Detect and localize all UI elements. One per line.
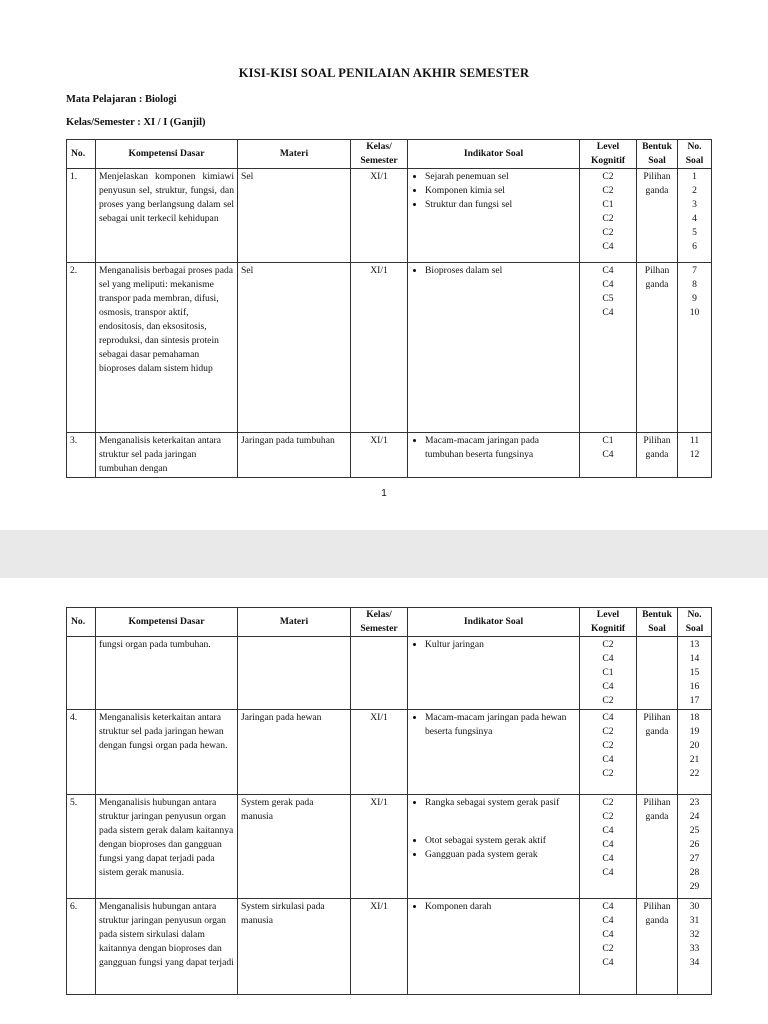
level-value: C4 (602, 241, 614, 252)
level-value: C4 (602, 853, 614, 864)
nomor-soal-value: 30 (689, 901, 700, 912)
nomor-soal-value: 7 (692, 265, 697, 276)
nomor-soal-value: 28 (689, 867, 700, 878)
nomor-soal-value: 12 (689, 449, 700, 460)
nomor-soal-value: 14 (689, 653, 700, 664)
header-bentuk-line2: Soal (648, 623, 666, 634)
bentuk-soal-cell: Pilihan ganda (637, 433, 678, 478)
bentuk-soal-cell: Pilihan ganda (637, 899, 678, 995)
level-value: C4 (602, 915, 614, 926)
nomor-soal-value: 8 (692, 279, 697, 290)
row-number: 6. (67, 899, 96, 995)
kompetensi-dasar-cell: Menganalisis berbagai proses pada sel yang meliputi: mekanisme transpor pada membran, difusi, osmosis, transpor aktif, endositosis, dan eksositosis, reproduksi, dan sintesis protein sebagai dasar pemahaman bioproses dalam sistem hidup (96, 263, 238, 433)
header-no-soal (678, 140, 712, 169)
nomor-soal-cell (678, 899, 712, 995)
nomor-soal-value: 20 (689, 740, 700, 751)
header-bentuk-line1: Bentuk (642, 141, 672, 152)
table-row (67, 795, 712, 899)
header-kelas-line2: Semester (360, 155, 398, 166)
nomor-soal-cell (678, 710, 712, 795)
kelas-semester-cell: XI/1 (351, 899, 408, 995)
level-value: C4 (602, 825, 614, 836)
kelas-semester-cell (351, 637, 408, 710)
table-row (67, 710, 712, 795)
indikator-list (411, 796, 576, 862)
table-row (67, 169, 712, 263)
kisi-kisi-table-page-2 (66, 607, 712, 995)
nomor-soal-value: 29 (689, 881, 700, 892)
nomor-soal-value: 32 (689, 929, 700, 940)
level-value: C4 (602, 867, 614, 878)
materi-cell (238, 637, 351, 710)
header-level-line2: Kognitif (590, 623, 626, 634)
level-value: C4 (602, 929, 614, 940)
level-value: C1 (602, 667, 614, 678)
bentuk-soal-cell: Pilihan ganda (637, 795, 678, 899)
header-kelas-line1: Kelas/ (366, 141, 392, 152)
materi-cell: Jaringan pada hewan (238, 710, 351, 795)
row-number: 2. (67, 263, 96, 433)
nomor-soal-value: 4 (692, 213, 697, 224)
header-kelas-semester (351, 140, 408, 169)
kompetensi-dasar-cell: fungsi organ pada tumbuhan. (96, 637, 238, 710)
nomor-soal-value: 24 (689, 811, 700, 822)
indikator-list (411, 170, 576, 212)
nomor-soal-cell (678, 795, 712, 899)
materi-cell: Sel (238, 169, 351, 263)
nomor-soal-value: 26 (689, 839, 700, 850)
header-nosoal-line2: Soal (685, 155, 704, 166)
level-kognitif-cell (580, 899, 637, 995)
header-level-kognitif (580, 608, 637, 637)
level-value: C1 (602, 435, 614, 446)
level-value: C2 (602, 740, 614, 751)
nomor-soal-cell (678, 169, 712, 263)
indikator-cell (408, 710, 580, 795)
nomor-soal-value: 11 (689, 435, 700, 446)
indikator-item: • Kultur jaringan (425, 638, 576, 652)
level-value: C2 (602, 171, 614, 182)
nomor-soal-value: 16 (689, 681, 700, 692)
table-row (67, 433, 712, 478)
nomor-soal-cell (678, 433, 712, 478)
level-value: C4 (602, 653, 614, 664)
nomor-soal-value: 25 (689, 825, 700, 836)
kompetensi-dasar-cell: Menganalisis hubungan antara struktur jaringan penyusun organ pada sistem sirkulasi dalam kaitannya dengan bioproses dan gangguan fungsi yang dapat terjadi (96, 899, 238, 995)
header-indikator-soal: Indikator Soal (408, 608, 580, 637)
page-number: 1 (381, 488, 387, 499)
level-value: C4 (602, 279, 614, 290)
level-value: C4 (602, 265, 614, 276)
level-value: C4 (602, 839, 614, 850)
level-value: C2 (602, 695, 614, 706)
materi-cell: Sel (238, 263, 351, 433)
nomor-soal-cell (678, 637, 712, 710)
header-bentuk-line2: Soal (648, 155, 666, 166)
level-value: C1 (602, 199, 614, 210)
level-value: C4 (602, 307, 614, 318)
table-row (67, 263, 712, 433)
header-indikator-soal: Indikator Soal (408, 140, 580, 169)
materi-cell: System gerak pada manusia (238, 795, 351, 899)
level-value: C2 (602, 797, 614, 808)
nomor-soal-value: 17 (689, 695, 700, 706)
table-header-row (67, 608, 712, 637)
level-value: C4 (602, 754, 614, 765)
level-kognitif-cell (580, 710, 637, 795)
nomor-soal-value: 5 (692, 227, 697, 238)
header-no-soal (678, 608, 712, 637)
nomor-soal-value: 34 (689, 957, 700, 968)
level-value: C2 (602, 943, 614, 954)
header-no: No. (67, 608, 96, 637)
indikator-list (411, 638, 576, 652)
level-value: C2 (602, 185, 614, 196)
nomor-soal-value: 9 (692, 293, 697, 304)
bentuk-soal-cell: Pilhan ganda (637, 263, 678, 433)
header-nosoal-line2: Soal (685, 623, 704, 634)
indikator-item: • Rangka sebagai system gerak pasif (425, 796, 576, 810)
header-level-kognitif (580, 140, 637, 169)
kelas-semester-cell: XI/1 (351, 169, 408, 263)
kelas-semester-cell: XI/1 (351, 710, 408, 795)
level-kognitif-cell (580, 169, 637, 263)
indikator-item: • Macam-macam jaringan pada hewan beserta fungsinya (425, 711, 576, 739)
nomor-soal-value: 6 (692, 241, 697, 252)
level-kognitif-cell (580, 433, 637, 478)
kompetensi-dasar-cell: Menganalisis keterkaitan antara struktur sel pada jaringan tumbuhan dengan (96, 433, 238, 478)
level-kognitif-cell (580, 263, 637, 433)
bentuk-soal-cell: Pilihan ganda (637, 169, 678, 263)
document-title: KISI-KISI SOAL PENILAIAN AKHIR SEMESTER (238, 66, 530, 80)
nomor-soal-value: 10 (689, 307, 700, 318)
indikator-list (411, 711, 576, 739)
indikator-cell (408, 169, 580, 263)
nomor-soal-value: 21 (689, 754, 700, 765)
header-kelas-line2: Semester (360, 623, 398, 634)
nomor-soal-value: 22 (689, 768, 700, 779)
nomor-soal-value: 13 (689, 639, 700, 650)
level-value: C4 (602, 901, 614, 912)
header-kelas-semester (351, 608, 408, 637)
row-number: 3. (67, 433, 96, 478)
row-number: 4. (67, 710, 96, 795)
level-kognitif-cell (580, 795, 637, 899)
kompetensi-dasar-cell: Menganalisis keterkaitan antara struktur sel pada jaringan hewan dengan fungsi organ pada hewan. (96, 710, 238, 795)
nomor-soal-value: 27 (689, 853, 700, 864)
bentuk-soal-cell (637, 637, 678, 710)
indikator-cell (408, 263, 580, 433)
nomor-soal-value: 15 (689, 667, 700, 678)
level-value: C2 (602, 227, 614, 238)
row-number: 1. (67, 169, 96, 263)
nomor-soal-value: 19 (689, 726, 700, 737)
header-nosoal-line1: No. (687, 141, 702, 152)
bentuk-soal-cell: Pilihan ganda (637, 710, 678, 795)
nomor-soal-value: 2 (692, 185, 697, 196)
level-value: C4 (602, 681, 614, 692)
level-kognitif-cell (580, 637, 637, 710)
nomor-soal-value: 18 (689, 712, 700, 723)
header-bentuk-soal (637, 140, 678, 169)
nomor-soal-cell (678, 263, 712, 433)
header-kompetensi-dasar: Kompetensi Dasar (96, 140, 238, 169)
kelas-semester-cell: XI/1 (351, 433, 408, 478)
nomor-soal-value: 23 (689, 797, 700, 808)
indikator-list (411, 264, 576, 278)
kompetensi-dasar-cell: Menganalisis hubungan antara struktur jaringan penyusun organ pada sistem gerak dalam kaitannya dengan bioproses dan gangguan fungsi yang dapat terjadi pada sistem gerak manusia. (96, 795, 238, 899)
table-row (67, 899, 712, 995)
header-level-line1: Level (596, 609, 620, 620)
kompetensi-dasar-cell: Menjelaskan komponen kimiawi penyusun sel, struktur, fungsi, dan proses yang berlangsung dalam sel sebagai unit terkecil kehidupan (96, 169, 238, 263)
kisi-kisi-table-page-1 (66, 139, 712, 478)
level-value: C2 (602, 213, 614, 224)
class-semester-line: Kelas/Semester : XI / I (Ganjil) (66, 117, 206, 128)
header-no: No. (67, 140, 96, 169)
header-level-line2: Kognitif (590, 155, 626, 166)
nomor-soal-value: 1 (692, 171, 697, 182)
header-materi: Materi (238, 608, 351, 637)
level-value: C2 (602, 768, 614, 779)
kelas-semester-cell: XI/1 (351, 795, 408, 899)
subject-line: Mata Pelajaran : Biologi (66, 94, 177, 105)
table-header-row (67, 140, 712, 169)
level-value: C5 (602, 293, 614, 304)
indikator-item: • Gangguan pada system gerak (425, 848, 576, 862)
level-value: C2 (602, 726, 614, 737)
row-number (67, 637, 96, 710)
indikator-item: • Sejarah penemuan sel (425, 170, 576, 184)
document-page-2 (0, 578, 768, 1024)
header-level-line1: Level (596, 141, 620, 152)
header-materi: Materi (238, 140, 351, 169)
indikator-cell (408, 899, 580, 995)
indikator-item: • Otot sebagai system gerak aktif (425, 834, 576, 848)
header-nosoal-line1: No. (687, 609, 702, 620)
indikator-cell (408, 433, 580, 478)
indikator-item: • Struktur dan fungsi sel (425, 198, 576, 212)
materi-cell: Jaringan pada tumbuhan (238, 433, 351, 478)
header-bentuk-line1: Bentuk (642, 609, 672, 620)
level-value: C4 (602, 449, 614, 460)
indikator-list (411, 900, 576, 914)
row-number: 5. (67, 795, 96, 899)
kelas-semester-cell: XI/1 (351, 263, 408, 433)
header-kompetensi-dasar: Kompetensi Dasar (96, 608, 238, 637)
indikator-cell (408, 637, 580, 710)
indikator-item: • Macam-macam jaringan pada tumbuhan beserta fungsinya (425, 434, 576, 462)
table-row (67, 637, 712, 710)
nomor-soal-value: 3 (692, 199, 697, 210)
level-value: C2 (602, 811, 614, 822)
level-value: C2 (602, 639, 614, 650)
indikator-item: • Komponen kimia sel (425, 184, 576, 198)
header-bentuk-soal (637, 608, 678, 637)
indikator-cell (408, 795, 580, 899)
materi-cell: System sirkulasi pada manusia (238, 899, 351, 995)
indikator-item: • Bioproses dalam sel (425, 264, 576, 278)
indikator-item: • Komponen darah (425, 900, 576, 914)
indikator-list (411, 434, 576, 462)
header-kelas-line1: Kelas/ (366, 609, 392, 620)
level-value: C4 (602, 712, 614, 723)
nomor-soal-value: 33 (689, 943, 700, 954)
nomor-soal-value: 31 (689, 915, 700, 926)
level-value: C4 (602, 957, 614, 968)
